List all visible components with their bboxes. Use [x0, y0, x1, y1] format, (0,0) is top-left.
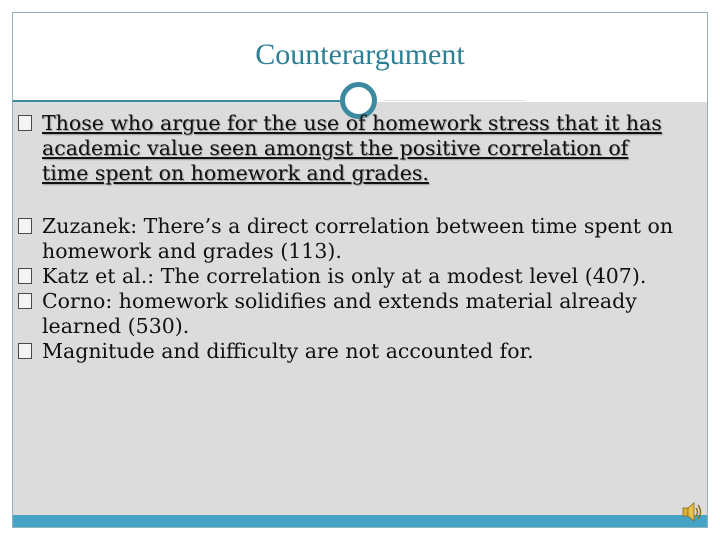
bullet-item-5	[18, 339, 680, 364]
bullet-item-2	[18, 214, 680, 264]
bullet-text: Magnitude and difficulty are not accounted for.	[42, 339, 534, 363]
bullet-box-icon	[18, 115, 32, 131]
bullet-box-icon	[18, 293, 32, 309]
bullet-box-icon	[18, 218, 32, 234]
bullet-box-icon	[18, 268, 32, 284]
bullet-list	[18, 111, 680, 364]
bottom-bar	[13, 515, 707, 527]
bullet-text: Katz et al.: The correlation is only at a modest level (407).	[42, 264, 647, 288]
bullet-text: Zuzanek: There’s a direct correlation between time spent on homework and grades (113).	[42, 214, 674, 263]
bullet-box-icon	[18, 343, 32, 359]
bullet-text: Corno: homework solidifies and extends material already learned (530).	[42, 289, 637, 338]
bullet-spacer	[18, 186, 680, 214]
slide-title: Counterargument	[255, 38, 465, 71]
title-divider-left	[13, 100, 343, 102]
bullet-text: Those who argue for the use of homework stress that it has academic value seen amongst the positive correlation of time spent on homework and grades.	[42, 111, 662, 185]
bullet-item-4	[18, 289, 680, 339]
speaker-icon[interactable]	[681, 501, 703, 523]
bullet-item-3	[18, 264, 680, 289]
title-divider-right	[383, 100, 525, 101]
bullet-item-1	[18, 111, 680, 186]
